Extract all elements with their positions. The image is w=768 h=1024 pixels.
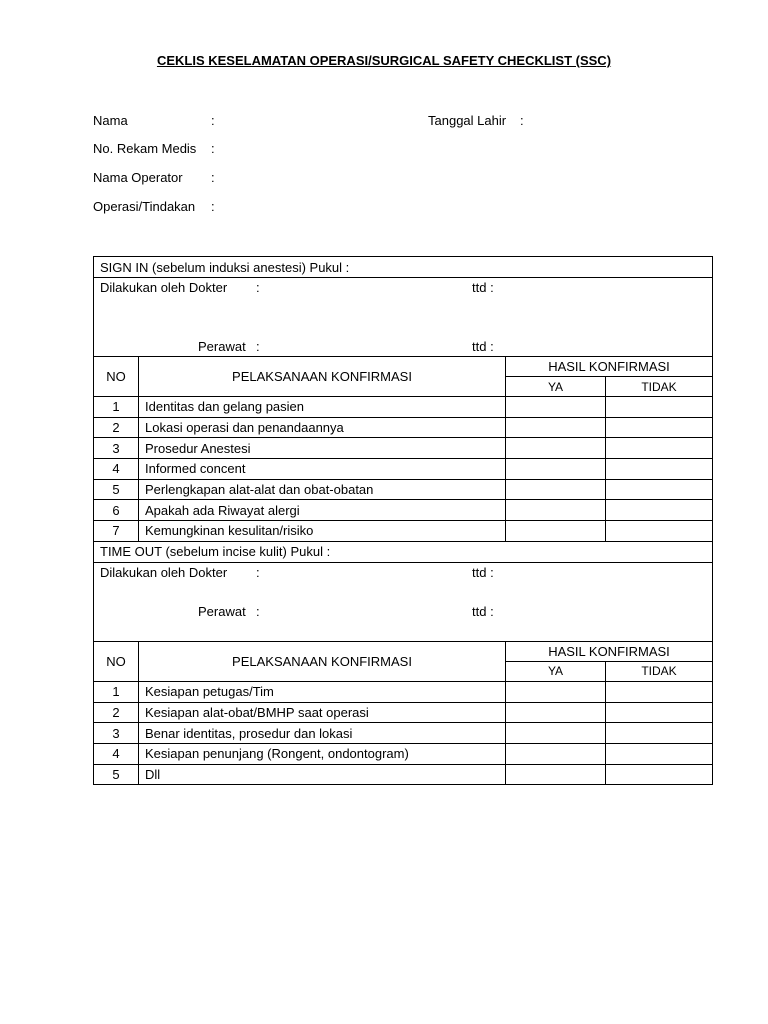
sign-in-col-result: HASIL KONFIRMASI <box>506 357 713 377</box>
item-text: Prosedur Anestesi <box>139 438 506 459</box>
item-number: 6 <box>94 500 139 521</box>
sign-in-col-task: PELAKSANAAN KONFIRMASI <box>139 357 506 397</box>
sign-in-nurse-colon: : <box>256 339 260 354</box>
table-row <box>94 459 713 480</box>
no-checkbox-cell[interactable] <box>606 723 713 744</box>
no-checkbox-cell[interactable] <box>606 417 713 438</box>
table-row <box>94 702 713 723</box>
sign-in-doctor-label: Dilakukan oleh Dokter <box>100 280 228 295</box>
medical-record-colon: : <box>211 141 215 156</box>
yes-checkbox-cell[interactable] <box>506 479 606 500</box>
time-out-col-no-result: TIDAK <box>606 661 713 681</box>
item-number: 7 <box>94 521 139 542</box>
item-text: Informed concent <box>139 459 506 480</box>
yes-checkbox-cell[interactable] <box>506 681 606 702</box>
no-checkbox-cell[interactable] <box>606 681 713 702</box>
time-out-column-header-row <box>94 641 713 661</box>
item-number: 3 <box>94 438 139 459</box>
item-text: Kesiapan petugas/Tim <box>139 681 506 702</box>
sign-in-performed-by <box>94 278 713 357</box>
time-out-col-result: HASIL KONFIRMASI <box>506 641 713 661</box>
sign-in-col-yes: YA <box>506 377 606 397</box>
table-row <box>94 500 713 521</box>
sign-in-col-no-result: TIDAK <box>606 377 713 397</box>
item-text: Perlengkapan alat-alat dan obat-obatan <box>139 479 506 500</box>
item-number: 5 <box>94 764 139 785</box>
item-number: 2 <box>94 417 139 438</box>
item-number: 5 <box>94 479 139 500</box>
time-out-col-yes: YA <box>506 661 606 681</box>
sign-in-doctor-colon: : <box>256 280 260 295</box>
item-number: 4 <box>94 743 139 764</box>
time-out-nurse-signature-label: ttd : <box>472 603 494 619</box>
no-checkbox-cell[interactable] <box>606 500 713 521</box>
item-text: Kesiapan penunjang (Rongent, ondontogram) <box>139 743 506 764</box>
time-out-nurse-colon: : <box>256 603 260 619</box>
item-text: Benar identitas, prosedur dan lokasi <box>139 723 506 744</box>
name-colon: : <box>211 113 215 128</box>
yes-checkbox-cell[interactable] <box>506 500 606 521</box>
no-checkbox-cell[interactable] <box>606 479 713 500</box>
sign-in-header-row <box>94 257 713 278</box>
time-out-col-task: PELAKSANAAN KONFIRMASI <box>139 641 506 681</box>
sign-in-doctor-signature-label: ttd : <box>472 280 494 295</box>
time-out-performed-by-row <box>94 562 713 641</box>
table-row <box>94 743 713 764</box>
time-out-doctor-label: Dilakukan oleh Dokter <box>100 564 228 580</box>
time-out-performed-by <box>94 562 713 641</box>
sign-in-nurse-signature-label: ttd : <box>472 339 494 354</box>
sign-in-performed-by-row <box>94 278 713 357</box>
table-row <box>94 417 713 438</box>
item-text: Identitas dan gelang pasien <box>139 397 506 418</box>
item-text: Kesiapan alat-obat/BMHP saat operasi <box>139 702 506 723</box>
document-title: CEKLIS KESELAMATAN OPERASI/SURGICAL SAFETY CHECKLIST (SSC) <box>156 53 612 68</box>
yes-checkbox-cell[interactable] <box>506 723 606 744</box>
no-checkbox-cell[interactable] <box>606 743 713 764</box>
birth-date-label: Tanggal Lahir <box>428 113 507 128</box>
sign-in-nurse-label: Perawat <box>198 339 246 354</box>
item-text: Dll <box>139 764 506 785</box>
medical-record-label: No. Rekam Medis <box>93 141 197 156</box>
yes-checkbox-cell[interactable] <box>506 764 606 785</box>
operator-name-label: Nama Operator <box>93 170 183 185</box>
no-checkbox-cell[interactable] <box>606 702 713 723</box>
table-row <box>94 723 713 744</box>
item-number: 1 <box>94 681 139 702</box>
item-number: 2 <box>94 702 139 723</box>
item-text: Apakah ada Riwayat alergi <box>139 500 506 521</box>
table-row <box>94 479 713 500</box>
sign-in-column-header-row <box>94 357 713 377</box>
time-out-header-row <box>94 541 713 562</box>
time-out-col-no: NO <box>94 641 139 681</box>
time-out-nurse-label: Perawat <box>198 603 246 619</box>
table-row <box>94 521 713 542</box>
no-checkbox-cell[interactable] <box>606 521 713 542</box>
table-row <box>94 438 713 459</box>
procedure-colon: : <box>211 199 215 214</box>
operator-name-colon: : <box>211 170 215 185</box>
sign-in-col-no: NO <box>94 357 139 397</box>
no-checkbox-cell[interactable] <box>606 438 713 459</box>
item-number: 3 <box>94 723 139 744</box>
time-out-doctor-signature-label: ttd : <box>472 564 494 580</box>
item-number: 4 <box>94 459 139 480</box>
time-out-doctor-colon: : <box>256 564 260 580</box>
sign-in-header: SIGN IN (sebelum induksi anestesi) Pukul : <box>94 257 713 278</box>
table-row <box>94 764 713 785</box>
yes-checkbox-cell[interactable] <box>506 702 606 723</box>
procedure-label: Operasi/Tindakan <box>93 199 196 214</box>
yes-checkbox-cell[interactable] <box>506 521 606 542</box>
item-number: 1 <box>94 397 139 418</box>
checklist-table <box>93 256 713 785</box>
time-out-header: TIME OUT (sebelum incise kulit) Pukul : <box>94 541 713 562</box>
item-text: Kemungkinan kesulitan/risiko <box>139 521 506 542</box>
table-row <box>94 397 713 418</box>
no-checkbox-cell[interactable] <box>606 764 713 785</box>
yes-checkbox-cell[interactable] <box>506 397 606 418</box>
yes-checkbox-cell[interactable] <box>506 743 606 764</box>
yes-checkbox-cell[interactable] <box>506 459 606 480</box>
birth-date-colon: : <box>520 113 524 128</box>
no-checkbox-cell[interactable] <box>606 459 713 480</box>
name-label: Nama <box>93 113 128 128</box>
item-text: Lokasi operasi dan penandaannya <box>139 417 506 438</box>
yes-checkbox-cell[interactable] <box>506 438 606 459</box>
yes-checkbox-cell[interactable] <box>506 417 606 438</box>
no-checkbox-cell[interactable] <box>606 397 713 418</box>
table-row <box>94 681 713 702</box>
